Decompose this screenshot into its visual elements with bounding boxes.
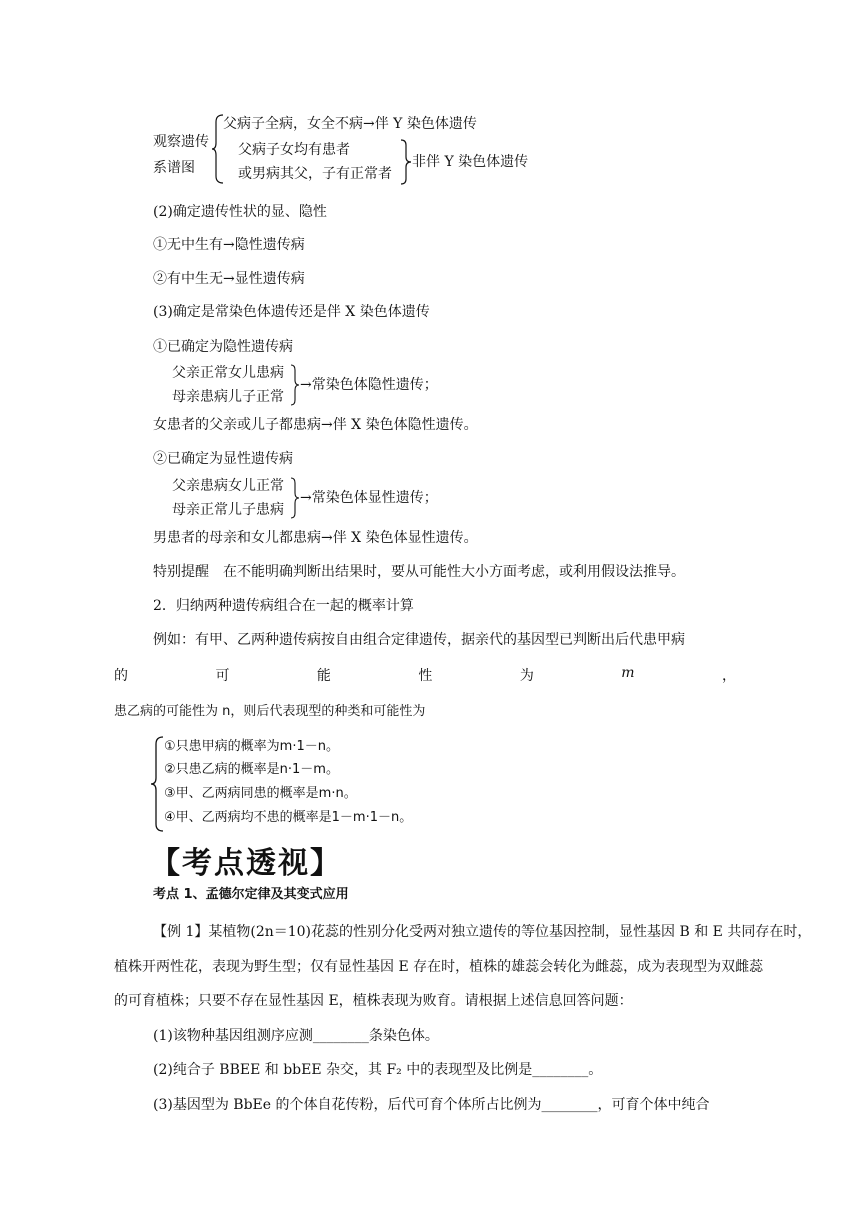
dominant-x-linked: 男患者的母亲和女儿都患病→伴 X 染色体显性遗传。 xyxy=(153,530,478,546)
pedigree-label-line1: 观察遗传 xyxy=(153,134,209,150)
right-brace xyxy=(400,139,412,185)
pedigree-line-a: 父病子全病，女全不病→伴 Y 染色体遗传 xyxy=(223,116,477,132)
example-word: ， xyxy=(722,668,736,684)
step-2-item-1: ①无中生有→隐性遗传病 xyxy=(153,237,305,253)
answer-line-1: (1)该物种基因组测序应测________条染色体。 xyxy=(153,1028,439,1044)
dominant-case-2: 母亲正常儿子患病 xyxy=(172,502,284,518)
section-2-title: 2．归纳两种遗传病组合在一起的概率计算 xyxy=(153,598,414,614)
example-word: 能 xyxy=(316,668,331,684)
prob-item-4: ④甲、乙两病均不患的概率是1－m·1－n。 xyxy=(164,810,413,825)
prob-item-2: ②只患乙病的概率是n·1－m。 xyxy=(164,762,339,777)
special-tip: 特别提醒 在不能明确判断出结果时，要从可能性大小方面考虑，或利用假设法推导。 xyxy=(153,564,685,580)
step-3-title: (3)确定是常染色体遗传还是伴 X 染色体遗传 xyxy=(153,304,430,320)
example-word: 性 xyxy=(418,668,433,684)
recessive-brace xyxy=(290,364,300,406)
question-line-3: 的可育植株；只要不存在显性基因 E，植株表现为败育。请根据上述信息回答问题： xyxy=(114,993,633,1009)
pedigree-label-line2: 系谱图 xyxy=(153,160,195,176)
example-line-1: 例如：有甲、乙两种遗传病按自由组合定律遗传，据亲代的基因型已判断出后代患甲病 xyxy=(153,632,685,648)
prob-item-3: ③甲、乙两病同患的概率是m·n。 xyxy=(164,786,357,801)
step-3-item-2: ②已确定为显性遗传病 xyxy=(153,451,293,467)
recessive-case-2: 母亲患病儿子正常 xyxy=(172,389,284,405)
prob-brace xyxy=(150,736,164,832)
example-word: 可 xyxy=(215,668,230,684)
recessive-result: →常染色体隐性遗传； xyxy=(300,377,438,393)
example-word: m xyxy=(621,665,635,681)
exam-point-title: 考点 1、孟德尔定律及其变式应用 xyxy=(153,887,349,902)
step-3-item-1: ①已确定为隐性遗传病 xyxy=(153,339,293,355)
question-line-2: 植株开两性花，表现为野生型；仅有显性基因 E 存在时，植株的雄蕊会转化为雌蕊，成为表现型为双雌蕊 xyxy=(114,959,764,975)
question-line-1: 【例 1】某植物(2n＝10)花蕊的性别分化受两对独立遗传的等位基因控制，显性基因 B 和 E 共同存在时， xyxy=(153,924,812,940)
example-line-2 xyxy=(114,665,736,685)
answer-line-3: (3)基因型为 BbEe 的个体自花传粉，后代可育个体所占比例为________，可育个体中纯合 xyxy=(153,1097,710,1113)
dominant-result: →常染色体显性遗传； xyxy=(300,490,438,506)
prob-item-1: ①只患甲病的概率为m·1－n。 xyxy=(164,739,339,754)
answer-line-2: (2)纯合子 BBEE 和 bbEE 杂交，其 F₂ 中的表现型及比例是________。 xyxy=(153,1062,603,1078)
dominant-case-1: 父亲患病女儿正常 xyxy=(172,478,284,494)
example-word: 为 xyxy=(519,668,534,684)
pedigree-line-c: 或男病其父，子有正常者 xyxy=(238,166,392,182)
step-2-item-2: ②有中生无→显性遗传病 xyxy=(153,271,305,287)
step-2-title: (2)确定遗传性状的显、隐性 xyxy=(153,204,327,220)
pedigree-line-b: 父病子女均有患者 xyxy=(238,142,350,158)
example-line-3: 患乙病的可能性为 n，则后代表现型的种类和可能性为 xyxy=(114,704,426,719)
pedigree-bc-result: 非伴 Y 染色体遗传 xyxy=(412,154,529,170)
recessive-case-1: 父亲正常女儿患病 xyxy=(172,365,284,381)
dominant-brace xyxy=(290,477,300,519)
example-word: 的 xyxy=(114,668,128,684)
section-heading: 【考点透视】 xyxy=(150,846,342,881)
recessive-x-linked: 女患者的父亲或儿子都患病→伴 X 染色体隐性遗传。 xyxy=(153,417,478,433)
